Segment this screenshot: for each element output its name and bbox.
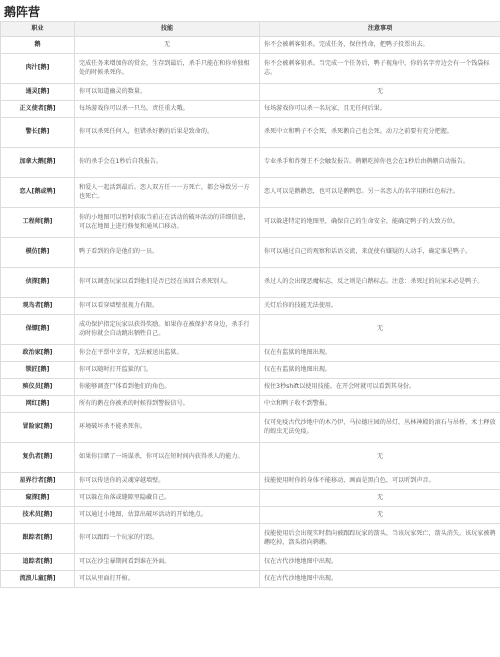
skill-cell: 你的杀手会在1秒后自我报告。 — [75, 148, 260, 178]
skill-cell: 鸭子看到的你是他们的一员。 — [75, 238, 260, 268]
note-cell: 无 — [260, 443, 500, 473]
skill-cell: 你可以看穿墙壁很视力有限。 — [75, 298, 260, 315]
table-row — [1, 473, 500, 490]
role-cell: 工程师[鹅] — [1, 208, 75, 238]
role-cell: 星界行者[鹅] — [1, 473, 75, 490]
note-cell: 中立和鸭子收不到警报。 — [260, 396, 500, 413]
skill-cell: 你会在平票中幸存，无法被送出监狱。 — [75, 345, 260, 362]
note-cell: 你可以通过自己的观察和话语交流，来促使有嫌疑的人动手，确定谁是鸭子。 — [260, 238, 500, 268]
role-cell: 保镖[鹅] — [1, 315, 75, 345]
note-cell: 关灯后你的技能无法使用。 — [260, 298, 500, 315]
role-cell: 警长[鹅] — [1, 118, 75, 148]
note-cell: 无 — [260, 490, 500, 507]
note-cell: 恋人可以是鹅鹅恋，也可以是鹅鸭恋。另一名恋人的名字用粉红色标注。 — [260, 178, 500, 208]
note-cell: 仅在古代沙地地图中出现。 — [260, 554, 500, 571]
role-table — [0, 21, 500, 588]
skill-cell: 你的小地图可以暂时获取当前正在活动的破坏活动的详细信息，可以在地图上进行修复和通风口移动。 — [75, 208, 260, 238]
role-cell: 追踪者[鹅] — [1, 554, 75, 571]
role-cell: 通灵[鹅] — [1, 84, 75, 101]
note-cell: 仅在有监狱的地图出现。 — [260, 362, 500, 379]
role-cell: 模仿[鹅] — [1, 238, 75, 268]
skill-cell: 你可以知道幽灵的数量。 — [75, 84, 260, 101]
skill-cell: 可以躲在角落或缝隙里隐藏自己。 — [75, 490, 260, 507]
skill-cell: 你可以跟踪一个玩家的行踪。 — [75, 524, 260, 554]
role-cell: 窥探[鹅] — [1, 490, 75, 507]
note-cell: 可以躲进特定的地图里，确保自己的生命安全，能确定鸭子的大致方位。 — [260, 208, 500, 238]
table-row — [1, 396, 500, 413]
table-row — [1, 37, 500, 54]
skill-cell: 每场游戏你可以杀一只鸟，责任重大哦。 — [75, 101, 260, 118]
skill-cell: 可以从里面打开棺。 — [75, 571, 260, 588]
note-cell: 无 — [260, 315, 500, 345]
table-row — [1, 571, 500, 588]
role-cell: 锁匠[鹅] — [1, 362, 75, 379]
note-cell: 杀过人的会出现恶魔标志，反之则是白鹅标志。注意：杀死过的玩家未必是鸭子。 — [260, 268, 500, 298]
note-cell: 你不会被刺客狙杀。当完成一个任务后，鸭子视角中，你的名字旁边会有一个钱袋标志。 — [260, 54, 500, 84]
role-cell: 侦探[鹅] — [1, 268, 75, 298]
note-cell: 仅在有监狱的地图出现。 — [260, 345, 500, 362]
column-header-skill: 技能 — [75, 22, 260, 37]
table-row — [1, 84, 500, 101]
table-row — [1, 208, 500, 238]
table-row — [1, 490, 500, 507]
table-row — [1, 524, 500, 554]
skill-cell: 无 — [75, 37, 260, 54]
skill-cell: 你可以随时打开监狱的门。 — [75, 362, 260, 379]
role-cell: 殡仪员[鹅] — [1, 379, 75, 396]
role-cell: 恋人[鹅或鸭] — [1, 178, 75, 208]
table-row — [1, 101, 500, 118]
skill-cell: 环境破坏杀不能杀死你。 — [75, 413, 260, 443]
role-cell: 跟踪者[鹅] — [1, 524, 75, 554]
note-cell: 技能使用时你的身体不能移动，画面是黑白色，可以听到声音。 — [260, 473, 500, 490]
note-cell: 每场游戏你可以杀一名玩家，且无任何后果。 — [260, 101, 500, 118]
skill-cell: 成功保护指定玩家以获得奖励。如果你在被保护者身边，杀手行动时你就会自动跳出牺牲自己。 — [75, 315, 260, 345]
note-cell: 你不会被刺客狙杀。完成任务，保住性命，把鸭子投票出去。 — [260, 37, 500, 54]
role-cell: 政治家[鹅] — [1, 345, 75, 362]
table-row — [1, 148, 500, 178]
skill-cell: 所有的鹅在你被杀的时候得到警报信号。 — [75, 396, 260, 413]
role-cell: 复仇者[鹅] — [1, 443, 75, 473]
table-row — [1, 238, 500, 268]
skill-cell: 完成任务来增加你的赏金，生存到最后，杀手只能在和你单独相处的时候杀死你。 — [75, 54, 260, 84]
skill-cell: 你可以传送你的灵魂穿越墙壁。 — [75, 473, 260, 490]
table-row — [1, 298, 500, 315]
column-header-role: 职业 — [1, 22, 75, 37]
note-cell: 仅可免疫古代沙地中的木乃伊，马拉德庄园的吊灯，丛林神殿的滚石与吊桥，术士释放的蝗虫无法免疫。 — [260, 413, 500, 443]
table-row — [1, 118, 500, 148]
skill-cell: 如果你目睹了一场谋杀，你可以在短时间内获得杀人的能力。 — [75, 443, 260, 473]
note-cell: 无 — [260, 84, 500, 101]
table-row — [1, 345, 500, 362]
role-cell: 加拿大鹅[鹅] — [1, 148, 75, 178]
column-header-note: 注意事项 — [260, 22, 500, 37]
role-cell: 正义使者[鹅] — [1, 101, 75, 118]
table-row — [1, 178, 500, 208]
table-row — [1, 443, 500, 473]
note-cell: 技能使用后会出现实时指向被跟踪玩家的箭头，当该玩家死亡，箭头消失。该玩家被鹈鹕吃掉，箭头指向鹈鹕。 — [260, 524, 500, 554]
table-row — [1, 315, 500, 345]
skill-cell: 和爱人一起活到最后。恋人双方任一一方死亡，都会导致另一方也死亡。 — [75, 178, 260, 208]
table-body — [1, 37, 500, 588]
role-cell: 鹅 — [1, 37, 75, 54]
role-cell: 技术员[鹅] — [1, 507, 75, 524]
role-cell: 肉汁[鹅] — [1, 54, 75, 84]
note-cell: 杀死中立和鸭子不会死，杀死鹅自己也会死。动刀之前要有充分把握。 — [260, 118, 500, 148]
skill-cell: 可以通过小地图，估算出破坏活动的开始地点。 — [75, 507, 260, 524]
skill-cell: 你能够调查尸体看到他们的角色。 — [75, 379, 260, 396]
section-title: 鹅阵营 — [4, 5, 41, 19]
role-cell: 观鸟者[鹅] — [1, 298, 75, 315]
role-cell: 冒险家[鹅] — [1, 413, 75, 443]
table-row — [1, 379, 500, 396]
note-cell: 仅在古代沙地地图中出现。 — [260, 571, 500, 588]
table-row — [1, 362, 500, 379]
note-cell: 按住3秒shift以使用技能。在开会时就可以看到其身份。 — [260, 379, 500, 396]
table-row — [1, 413, 500, 443]
note-cell: 无 — [260, 507, 500, 524]
skill-cell: 你可以杀死任何人，但错杀好鹅的后果是致命的。 — [75, 118, 260, 148]
table-row — [1, 268, 500, 298]
role-cell: 流浪儿童[鹅] — [1, 571, 75, 588]
table-row — [1, 554, 500, 571]
table-row — [1, 507, 500, 524]
skill-cell: 可以在沙尘暴期间看到谁在外面。 — [75, 554, 260, 571]
note-cell: 专业杀手和炸弹王不会触发报告。鹈鹕吃掉你也会在1秒后由鹈鹕自动报告。 — [260, 148, 500, 178]
table-header-row — [1, 22, 500, 37]
skill-cell: 你可以调查玩家以看到他们是否已经在该回合杀死别人。 — [75, 268, 260, 298]
role-cell: 网红[鹅] — [1, 396, 75, 413]
table-row — [1, 54, 500, 84]
